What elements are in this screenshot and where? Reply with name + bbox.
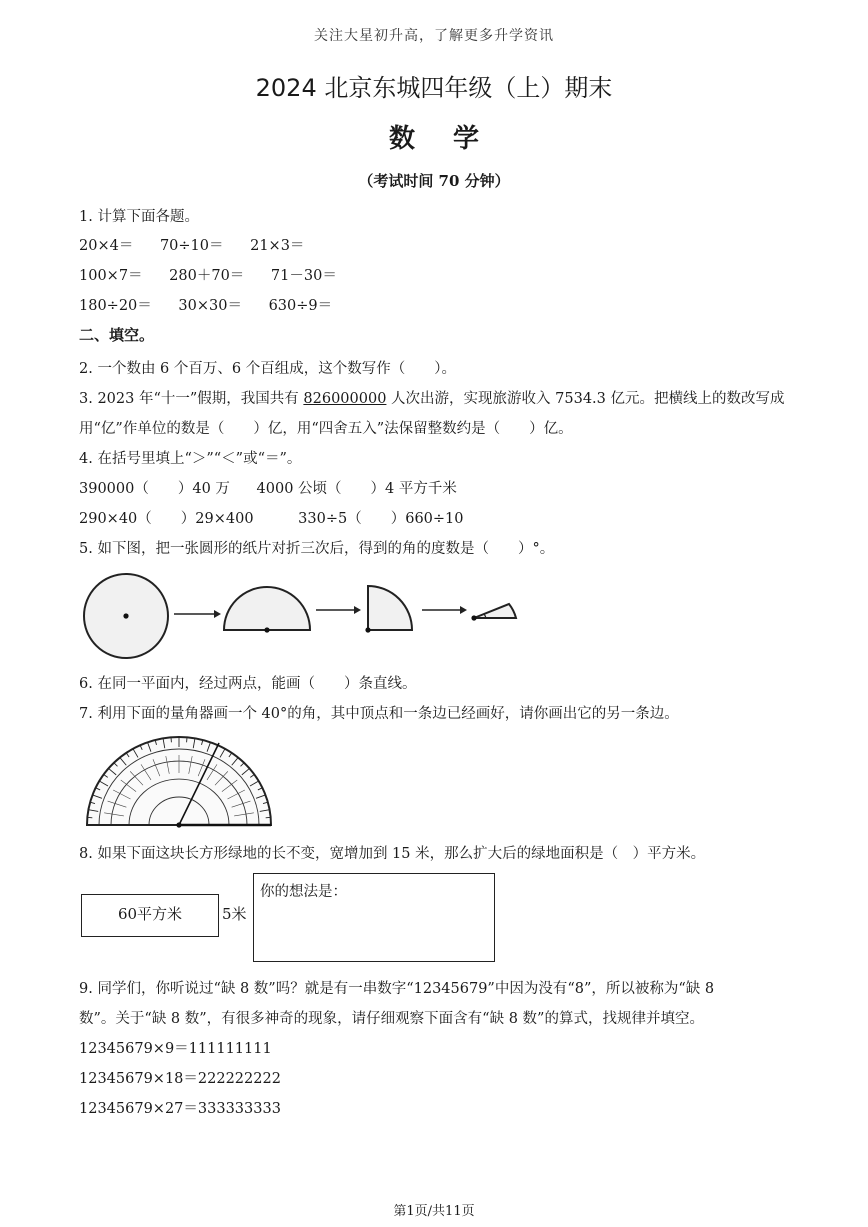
q8-width-label: 5米 — [222, 905, 247, 923]
q1-row-1 — [79, 234, 304, 255]
q9-equation: 12345679×9＝111111111 — [79, 1041, 272, 1057]
q1-item: 180÷20＝ — [79, 298, 152, 314]
q8-thought-label: 你的想法是： — [260, 884, 347, 900]
arrow-head-icon — [214, 610, 221, 618]
q1-item: 21×3＝ — [250, 238, 305, 254]
eighth-center-dot — [471, 615, 476, 620]
q1-item: 71－30＝ — [270, 268, 337, 284]
q3-underlined-number: 826000000 — [303, 391, 387, 407]
q4-prompt: 4. 在括号里填上“＞”“＜”或“＝”。 — [79, 451, 302, 467]
q1-item: 630÷9＝ — [268, 298, 333, 314]
q1-prompt: 1. 计算下面各题。 — [79, 209, 199, 225]
half-circle-shape — [224, 587, 310, 630]
arrow-head-icon — [354, 606, 361, 614]
q3-line-2: 用“亿”作单位的数是（ ）亿，用“四舍五入”法保留整数约是（ ）亿。 — [79, 421, 573, 437]
q1-row-3 — [79, 294, 332, 315]
q1-item: 70÷10＝ — [159, 238, 224, 254]
q4-item: 4000 公顷（ ）4 平方千米 — [256, 481, 457, 497]
q1-item: 280＋70＝ — [169, 268, 245, 284]
q9-line-2: 数”。关于“缺 8 数”，有很多神奇的现象，请仔细观察下面含有“缺 8 数”的算式，找规律并填空。 — [79, 1011, 704, 1027]
section-2-heading: 二、填空。 — [79, 326, 155, 344]
q9-equation: 12345679×18＝222222222 — [79, 1071, 281, 1087]
page-header: 关注大星初升高，了解更多升学资讯 — [314, 28, 554, 44]
q1-row-2 — [79, 264, 337, 285]
circle-center-dot — [123, 613, 128, 618]
q2-text: 2. 一个数由 6 个百万、6 个百组成，这个数写作（ ）。 — [79, 361, 456, 377]
q3-text-post: 人次出游，实现旅游收入 7534.3 亿元。把横线上的数改写成 — [386, 391, 785, 407]
q7-protractor — [84, 733, 274, 829]
eighth-circle-shape — [474, 604, 516, 618]
q4-item: 390000（ ）40 万 — [79, 481, 230, 497]
q1-item: 100×7＝ — [79, 268, 143, 284]
q4-row-1 — [79, 477, 457, 498]
q7-text: 7. 利用下面的量角器画一个 40°的角，其中顶点和一条边已经画好，请你画出它的另一条边。 — [79, 706, 679, 722]
q3-line-1 — [79, 387, 784, 408]
quarter-center-dot — [365, 627, 370, 632]
q9-equation: 12345679×27＝333333333 — [79, 1101, 281, 1117]
q1-item: 20×4＝ — [79, 238, 134, 254]
q5-text: 5. 如下图，把一张圆形的纸片对折三次后，得到的角的度数是（ ）°。 — [79, 541, 555, 557]
half-center-dot — [264, 627, 269, 632]
exam-title: 2024 北京东城四年级（上）期末 — [255, 74, 613, 102]
q5-folding-figure — [78, 568, 538, 664]
q6-text: 6. 在同一平面内，经过两点，能画（ ）条直线。 — [79, 676, 417, 692]
arrow-head-icon — [460, 606, 467, 614]
q4-row-2 — [79, 507, 464, 528]
page-footer: 第1页/共11页 — [393, 1204, 475, 1219]
quarter-circle-shape — [368, 586, 412, 630]
protractor-outline — [87, 737, 271, 825]
q8-area-label: 60平方米 — [117, 905, 183, 923]
q4-item: 290×40（ ）29×400 — [79, 511, 254, 527]
q3-text-pre: 3. 2023 年“十一”假期，我国共有 — [79, 391, 304, 407]
exam-time: （考试时间 70 分钟） — [358, 172, 510, 190]
q4-item: 330÷5（ ）660÷10 — [298, 511, 464, 527]
angle-vertex-dot — [176, 822, 181, 827]
exam-subject: 数学 — [388, 124, 517, 154]
q9-line-1: 9. 同学们，你听说过“缺 8 数”吗？就是有一串数字“12345679”中因为没有“8”，所以被称为“缺 8 — [79, 981, 715, 997]
q1-item: 30×30＝ — [178, 298, 242, 314]
q8-text: 8. 如果下面这块长方形绿地的长不变，宽增加到 15 米，那么扩大后的绿地面积是（ ）平方米。 — [79, 846, 706, 862]
